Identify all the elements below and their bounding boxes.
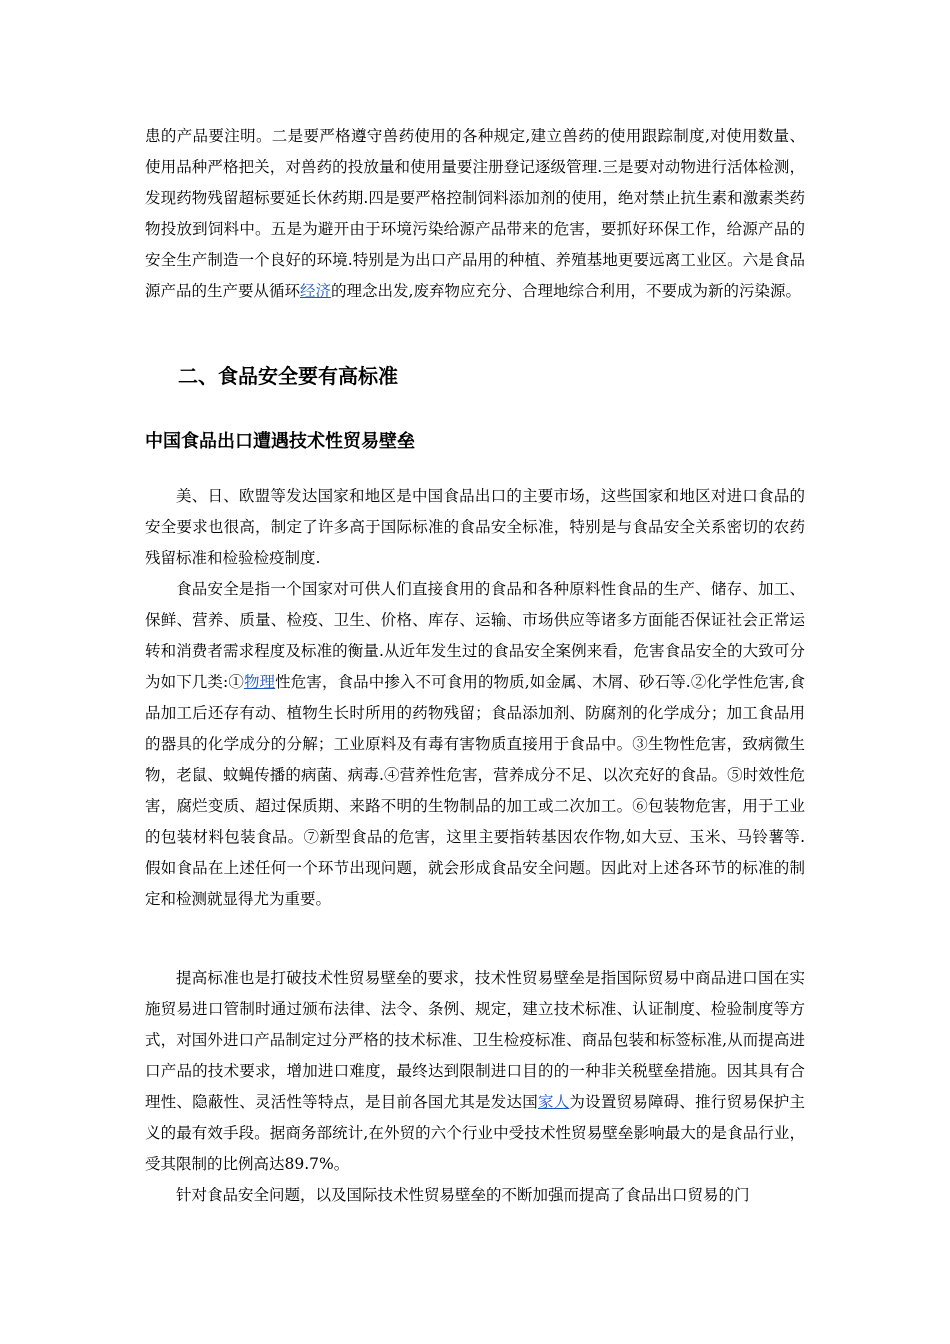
paragraph-veterinary-drugs xyxy=(145,121,805,307)
paragraph-text: 患的产品要注明。二是要严格遵守兽药使用的各种规定,建立兽药的使用跟踪制度,对使用数量、使用品种严格把关，对兽药的投放量和使用量要注册登记逐级管理.三是要对动物进行活体检测，发现药物残留超标要延长休药期.四是要严格控制饲料添加剂的使用，绝对禁止抗生素和激素类药物投放到饲料中。五是为避开由于环境污染给源产品带来的危害，要抓好环保工作，给源产品的安全生产制造一个良好的环境.特别是为出口产品用的种植、养殖基地更要远离工业区。六是食品源产品的生产要从循环 xyxy=(145,127,805,300)
sub-heading: 中国食品出口遭遇技术性贸易壁垒 xyxy=(145,431,415,452)
paragraph-response: 针对食品安全问题，以及国际技术性贸易壁垒的不断加强而提高了食品出口贸易的门 xyxy=(176,1186,750,1204)
paragraph-food-safety-definition xyxy=(145,574,805,915)
paragraph-trade-barriers xyxy=(145,963,805,1180)
paragraph-text: 性危害，食品中掺入不可食用的物质,如金属、木屑、砂石等.②化学性危害,食品加工后还存有动、植物生长时所用的药物残留；食品添加剂、防腐剂的化学成分；加工食品用的器具的化学成分的分解；工业原料及有毒有害物质直接用于食品中。③生物性危害，致病微生物，老鼠、蚊蝇传播的病菌、病毒.④营养性危害，营养成分不足、以次充好的食品。⑤时效性危害，腐烂变质、超过保质期、来路不明的生物制品的加工或二次加工。⑥包装物危害，用于工业的包装材料包装食品。⑦新型食品的危害，这里主要指转基因农作物,如大豆、玉米、马铃薯等.假如食品在上述任何一个环节出现问题，就会形成食品安全问题。因此对上述各环节的标准的制定和检测就显得尤为重要。 xyxy=(145,673,805,908)
link-physics[interactable]: 物理 xyxy=(243,673,276,691)
paragraph-export-markets: 美、日、欧盟等发达国家和地区是中国食品出口的主要市场，这些国家和地区对进口食品的安全要求也很高，制定了许多高于国际标准的食品安全标准，特别是与食品安全关系密切的农药残留标准和检验检疫制度. xyxy=(145,487,805,567)
paragraph-text: 提高标准也是打破技术性贸易壁垒的要求，技术性贸易壁垒是指国际贸易中商品进口国在实施贸易进口管制时通过颁布法律、法令、条例、规定，建立技术标准、认证制度、检验制度等方式，对国外进口产品制定过分严格的技术标准、卫生检疫标准、商品包装和标签标准,从而提高进口产品的技术要求，增加进口难度，最终达到限制进口目的的一种非关税壁垒措施。因其具有合理性、隐蔽性、灵活性等特点，是目前各国尤其是发达国 xyxy=(145,969,805,1111)
link-economy[interactable]: 经济 xyxy=(300,282,332,300)
paragraph-text: 食品安全是指一个国家对可供人们直接食用的食品和各种原料性食品的生产、储存、加工、保鲜、营养、质量、检疫、卫生、价格、库存、运输、市场供应等诸多方面能否保证社会正常运转和消费者需求程度及标准的衡量.从近年发生过的食品安全案例来看，危害食品安全的大致可分为如下几类:① xyxy=(145,580,805,691)
link-family[interactable]: 家人 xyxy=(537,1093,570,1111)
section-heading: 二、食品安全要有高标准 xyxy=(178,364,398,388)
paragraph-text: 为设置贸易障碍、推行贸易保护主义的最有效手段。据商务部统计,在外贸的六个行业中受技术性贸易壁垒影响最大的是食品行业，受其限制的比例高达89.7%。 xyxy=(145,1093,805,1173)
paragraph-text: 的理念出发,废弃物应充分、合理地综合利用，不要成为新的污染源。 xyxy=(331,282,801,300)
